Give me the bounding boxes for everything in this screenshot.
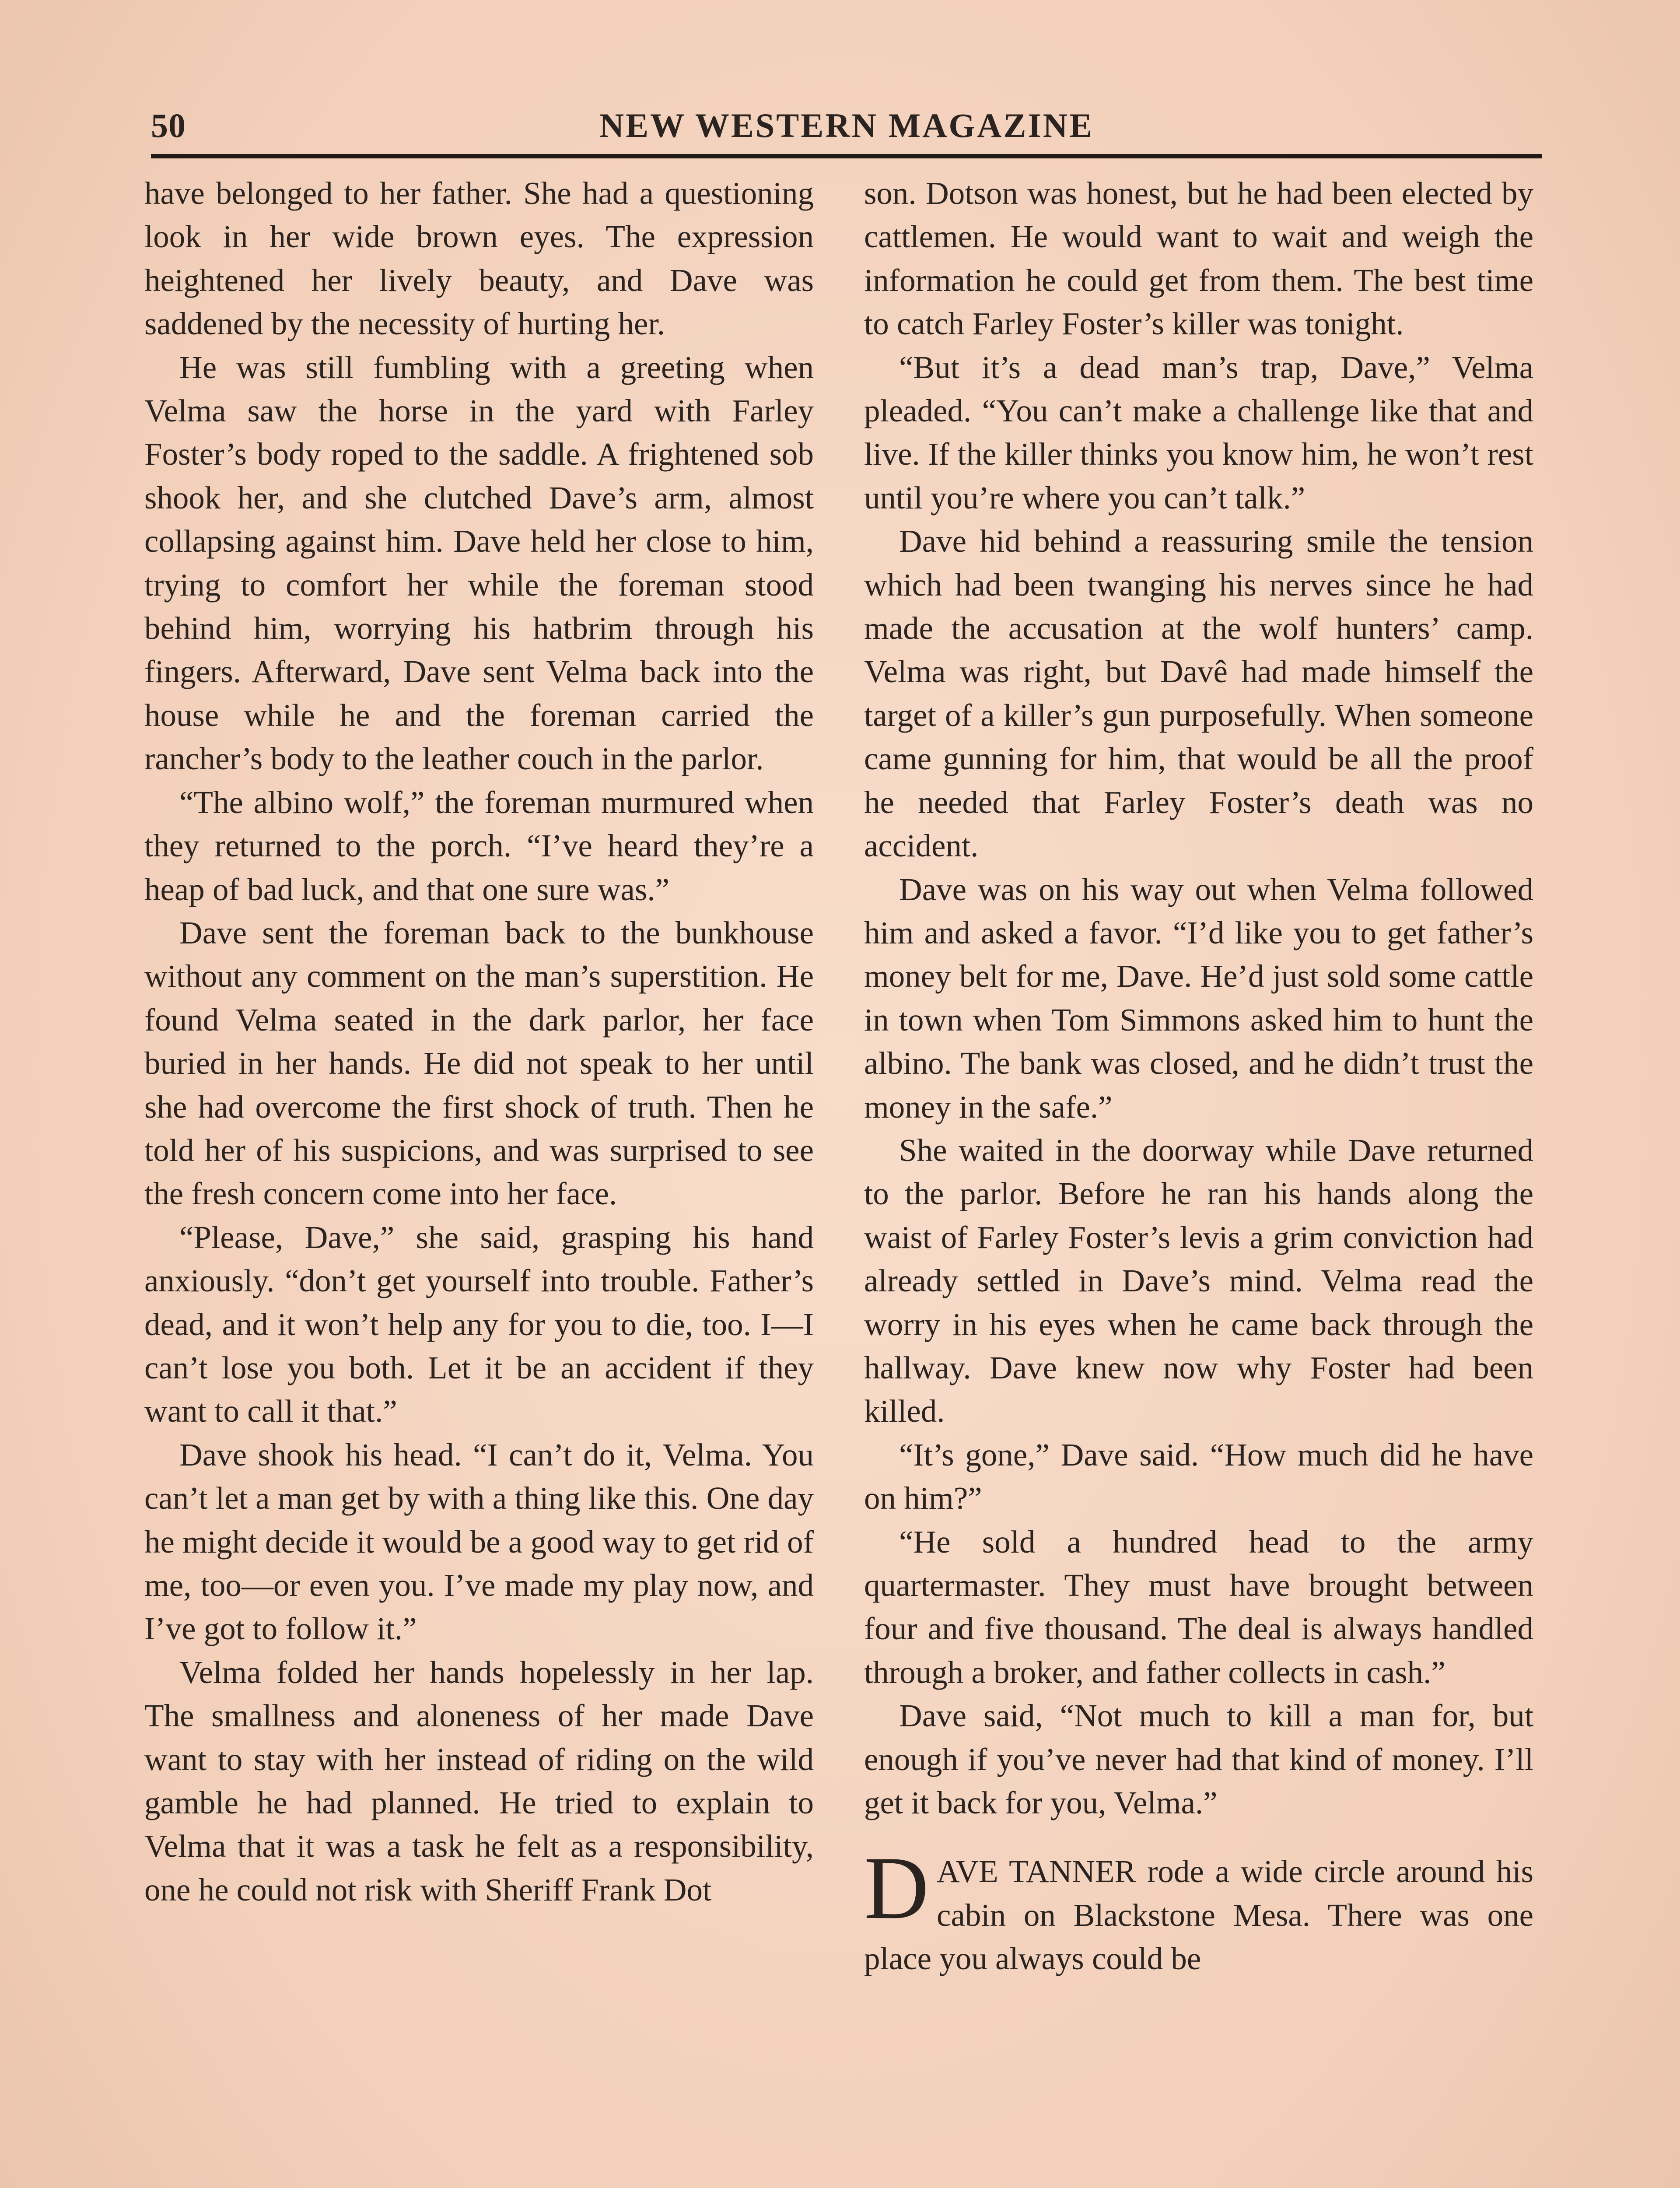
paragraph: “But it’s a dead man’s trap, Dave,” Velma pleaded. “You can’t make a challenge like that and live. If the killer thinks you know him, he won’t rest until you’re where you can’t talk.”: [864, 349, 1533, 515]
magazine-title: NEW WESTERN MAGAZINE: [599, 106, 1094, 144]
header-rule: [151, 154, 1542, 158]
page-header: [151, 101, 1542, 153]
section-opening-paragraph: [864, 1838, 1533, 1980]
paragraph: son. Dotson was honest, but he had been elected by cattlemen. He would want to wait and weigh the information he could get from them. The best time to catch Farley Foster’s killer was tonight.: [864, 175, 1533, 342]
drop-cap: D: [864, 1838, 929, 1938]
section-opening-text: AVE TANNER rode a wide circle around his cabin on Blackstone Mesa. There was one place you always could be: [864, 1854, 1533, 1977]
paragraph: Dave shook his head. “I can’t do it, Velma. You can’t let a man get by with a thing like this. One day he might decide it would be a good way to get rid of me, too—or even you. I’ve made my play now, and I’ve got to follow it.”: [144, 1437, 814, 1647]
page-number: 50: [151, 106, 186, 144]
paragraph: “He sold a hundred head to the army quartermaster. They must have brought between four and five thousand. The deal is always handled through a broker, and father collects in cash.”: [864, 1524, 1533, 1690]
paragraph: have belonged to her father. She had a questioning look in her wide brown eyes. The expression heightened her lively beauty, and Dave was saddened by the necessity of hurting her.: [144, 175, 814, 342]
paragraph: She waited in the doorway while Dave returned to the parlor. Before he ran his hands along the waist of Farley Foster’s levis a grim conviction had already settled in Dave’s mind. Velma read the worry in his eyes when he came back through the hallway. Dave knew now why Foster had been killed.: [864, 1132, 1533, 1429]
paragraph: He was still fumbling with a greeting when Velma saw the horse in the yard with Farley Foster’s body roped to the saddle. A frightened sob shook her, and she clutched Dave’s arm, almost collapsing against him. Dave held her close to him, trying to comfort her while the foreman stood behind him, worrying his hatbrim through his fingers. Afterward, Dave sent Velma back into the house while he and the foreman carried the rancher’s body to the leather couch in the parlor.: [144, 349, 814, 777]
paragraph: “The albino wolf,” the foreman murmured when they returned to the porch. “I’ve heard they’re a heap of bad luck, and that one sure was.”: [144, 784, 814, 907]
paragraph: Velma folded her hands hopelessly in her lap. The smallness and aloneness of her made Dave want to stay with her instead of riding on the wild gamble he had planned. He tried to explain to Velma that it was a task he felt as a responsibility, one he could not risk with Sheriff Frank Dot: [144, 1654, 814, 1907]
right-column: [864, 172, 1533, 1981]
paragraph: “It’s gone,” Dave said. “How much did he have on him?”: [864, 1437, 1533, 1516]
paragraph: Dave was on his way out when Velma followed him and asked a favor. “I’d like you to get father’s money belt for me, Dave. He’d just sold some cattle in town when Tom Simmons asked him to hunt the albino. The bank was closed, and he didn’t trust the money in the safe.”: [864, 871, 1533, 1125]
paragraph: Dave sent the foreman back to the bunkhouse without any comment on the man’s superstition. He found Velma seated in the dark parlor, her face buried in her hands. He did not speak to her until she had overcome the first shock of truth. Then he told her of his suspicions, and was surprised to see the fresh concern come into her face.: [144, 915, 814, 1212]
paragraph: Dave hid behind a reassuring smile the tension which had been twanging his nerves since he had made the accusation at the wolf hunters’ camp. Velma was right, but Davê had made himself the target of a killer’s gun purposefully. When someone came gunning for him, that would be all the proof he needed that Farley Foster’s death was no accident.: [864, 523, 1533, 864]
left-column: [144, 172, 814, 1911]
paragraph: “Please, Dave,” she said, grasping his hand anxiously. “don’t get yourself into trouble. Father’s dead, and it won’t help any for you to die, too. I—I can’t lose you both. Let it be an accident if they want to call it that.”: [144, 1219, 814, 1429]
paragraph: Dave said, “Not much to kill a man for, but enough if you’ve never had that kind of money. I’ll get it back for you, Velma.”: [864, 1698, 1533, 1821]
